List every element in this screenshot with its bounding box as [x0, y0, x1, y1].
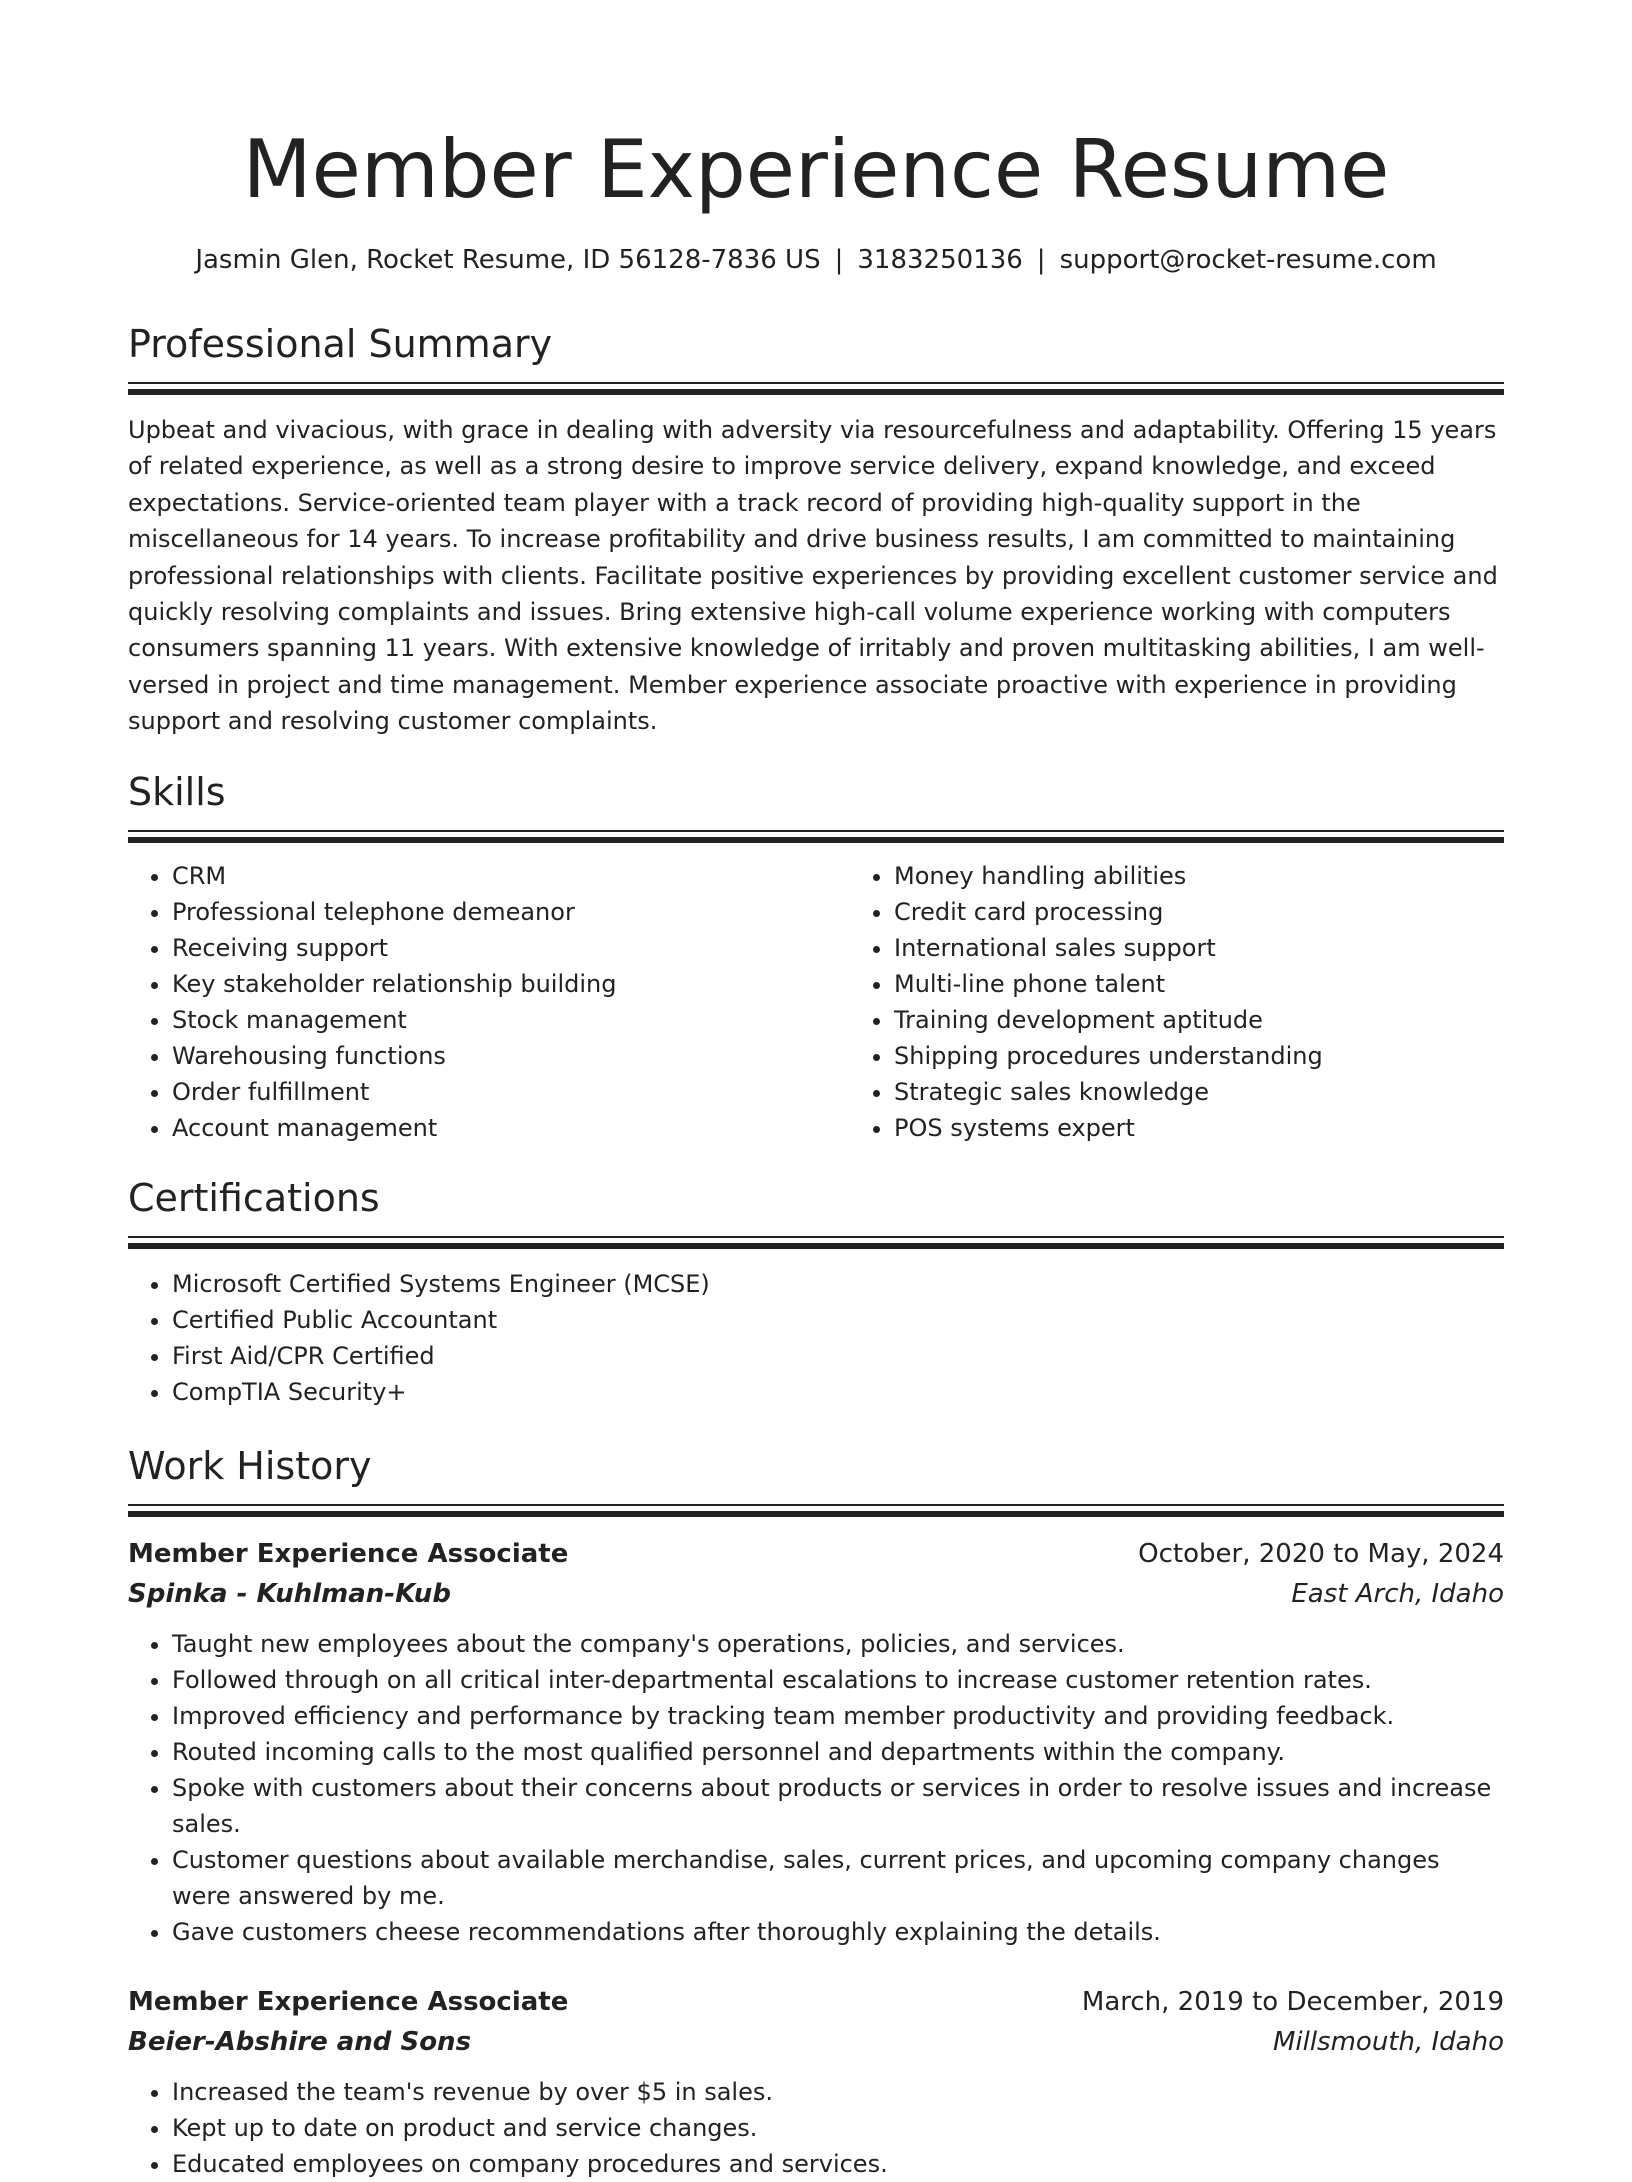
- skill-item: • Training development aptitude: [894, 1002, 1572, 1038]
- section-divider: [128, 1504, 1504, 1520]
- certification-item: • Certified Public Accountant: [172, 1302, 1504, 1338]
- job-entry: [128, 1982, 1504, 2182]
- job-title: Member Experience Associate: [128, 1986, 569, 2017]
- job-duty-item: • Educated employees on company procedures and services.: [172, 2146, 1504, 2182]
- section-heading-work-history: Work History: [128, 1443, 372, 1488]
- contact-separator: |: [834, 245, 844, 275]
- section-heading-summary: Professional Summary: [128, 322, 553, 366]
- job-title: Member Experience Associate: [128, 1538, 569, 1569]
- skill-item: • Order fulfillment: [172, 1074, 850, 1110]
- skill-item: • POS systems expert: [894, 1110, 1572, 1146]
- job-dates: March, 2019 to December, 2019: [1081, 1986, 1504, 2017]
- job-duty-item: • Routed incoming calls to the most qualified personnel and departments within the company.: [172, 1734, 1504, 1770]
- skills-list-right: [850, 858, 1572, 1146]
- skills-list-left: [128, 858, 850, 1146]
- skill-item: • Stock management: [172, 1002, 850, 1038]
- job-duty-item: • Kept up to date on product and service changes.: [172, 2110, 1504, 2146]
- contact-email: support@rocket-resume.com: [1059, 245, 1437, 275]
- section-divider: [128, 830, 1504, 846]
- section-divider: [128, 1236, 1504, 1252]
- job-company: Beier-Abshire and Sons: [128, 2026, 472, 2057]
- skill-item: • Receiving support: [172, 930, 850, 966]
- skill-item: • Professional telephone demeanor: [172, 894, 850, 930]
- skill-item: • International sales support: [894, 930, 1572, 966]
- section-divider: [128, 382, 1504, 398]
- skill-item: • Credit card processing: [894, 894, 1572, 930]
- skills-section: [128, 766, 1504, 1146]
- job-duties-list: [128, 1626, 1504, 1950]
- skill-item: • Money handling abilities: [894, 858, 1572, 894]
- skills-columns: [128, 858, 1504, 1146]
- job-location: East Arch, Idaho: [1291, 1578, 1504, 1609]
- skill-item: • Multi-line phone talent: [894, 966, 1572, 1002]
- skill-item: • Account management: [172, 1110, 850, 1146]
- summary-text: Upbeat and vivacious, with grace in dealing with adversity via resourcefulness and adaptability. Offering 15 years of related experience, as well as a strong desire to improve service delivery, expand knowledge, and exceed expectations. Service-oriented team player with a track record of providing high-quality support in the miscellaneous for 14 years. To increase profitability and drive business results, I am committed to maintaining professional relationships with clients. Facilitate positive experiences by providing excellent customer service and quickly resolving complaints and issues. Bring extensive high-call volume experience working with computers consumers spanning 11 years. With extensive knowledge of irritably and proven multitasking abilities, I am well-versed in project and time management. Member experience associate proactive with experience in providing support and resolving customer complaints.: [128, 416, 1498, 736]
- certifications-list: [128, 1266, 1504, 1410]
- contact-separator: |: [1036, 245, 1046, 275]
- job-duty-item: • Spoke with customers about their concerns about products or services in order to resolve issues and increase sales.: [172, 1770, 1504, 1842]
- resume-page: [128, 0, 1504, 2182]
- section-heading-skills: Skills: [128, 769, 226, 814]
- certifications-section: [128, 1172, 1504, 1410]
- job-company: Spinka - Kuhlman-Kub: [128, 1578, 451, 1609]
- skill-item: • Strategic sales knowledge: [894, 1074, 1572, 1110]
- job-subheader: [128, 2022, 1504, 2062]
- work-history-section: [128, 1440, 1504, 2182]
- contact-line: [128, 242, 1504, 278]
- certification-item: • First Aid/CPR Certified: [172, 1338, 1504, 1374]
- job-duty-item: • Increased the team's revenue by over $5 in sales.: [172, 2074, 1504, 2110]
- certification-item: • Microsoft Certified Systems Engineer (MCSE): [172, 1266, 1504, 1302]
- skill-item: • Shipping procedures understanding: [894, 1038, 1572, 1074]
- section-heading-certifications: Certifications: [128, 1175, 380, 1220]
- job-header: [128, 1982, 1504, 2022]
- job-entry: [128, 1534, 1504, 1950]
- job-header: [128, 1534, 1504, 1574]
- skill-item: • CRM: [172, 858, 850, 894]
- job-duty-item: • Gave customers cheese recommendations after thoroughly explaining the details.: [172, 1914, 1504, 1950]
- contact-address: Jasmin Glen, Rocket Resume, ID 56128-7836 US: [195, 245, 821, 275]
- job-duty-item: • Improved efficiency and performance by tracking team member productivity and providing feedback.: [172, 1698, 1504, 1734]
- resume-title: Member Experience Resume: [242, 123, 1390, 216]
- job-duty-item: • Taught new employees about the company's operations, policies, and services.: [172, 1626, 1504, 1662]
- summary-section: [128, 318, 1504, 740]
- job-subheader: [128, 1574, 1504, 1614]
- job-dates: October, 2020 to May, 2024: [1138, 1538, 1504, 1569]
- contact-phone: 3183250136: [857, 245, 1023, 275]
- job-duty-item: • Followed through on all critical inter-departmental escalations to increase customer retention rates.: [172, 1662, 1504, 1698]
- certification-item: • CompTIA Security+: [172, 1374, 1504, 1410]
- job-duty-item: • Customer questions about available merchandise, sales, current prices, and upcoming company changes were answered by me.: [172, 1842, 1504, 1914]
- job-duties-list: [128, 2074, 1504, 2182]
- job-location: Millsmouth, Idaho: [1272, 2026, 1504, 2057]
- skill-item: • Key stakeholder relationship building: [172, 966, 850, 1002]
- skill-item: • Warehousing functions: [172, 1038, 850, 1074]
